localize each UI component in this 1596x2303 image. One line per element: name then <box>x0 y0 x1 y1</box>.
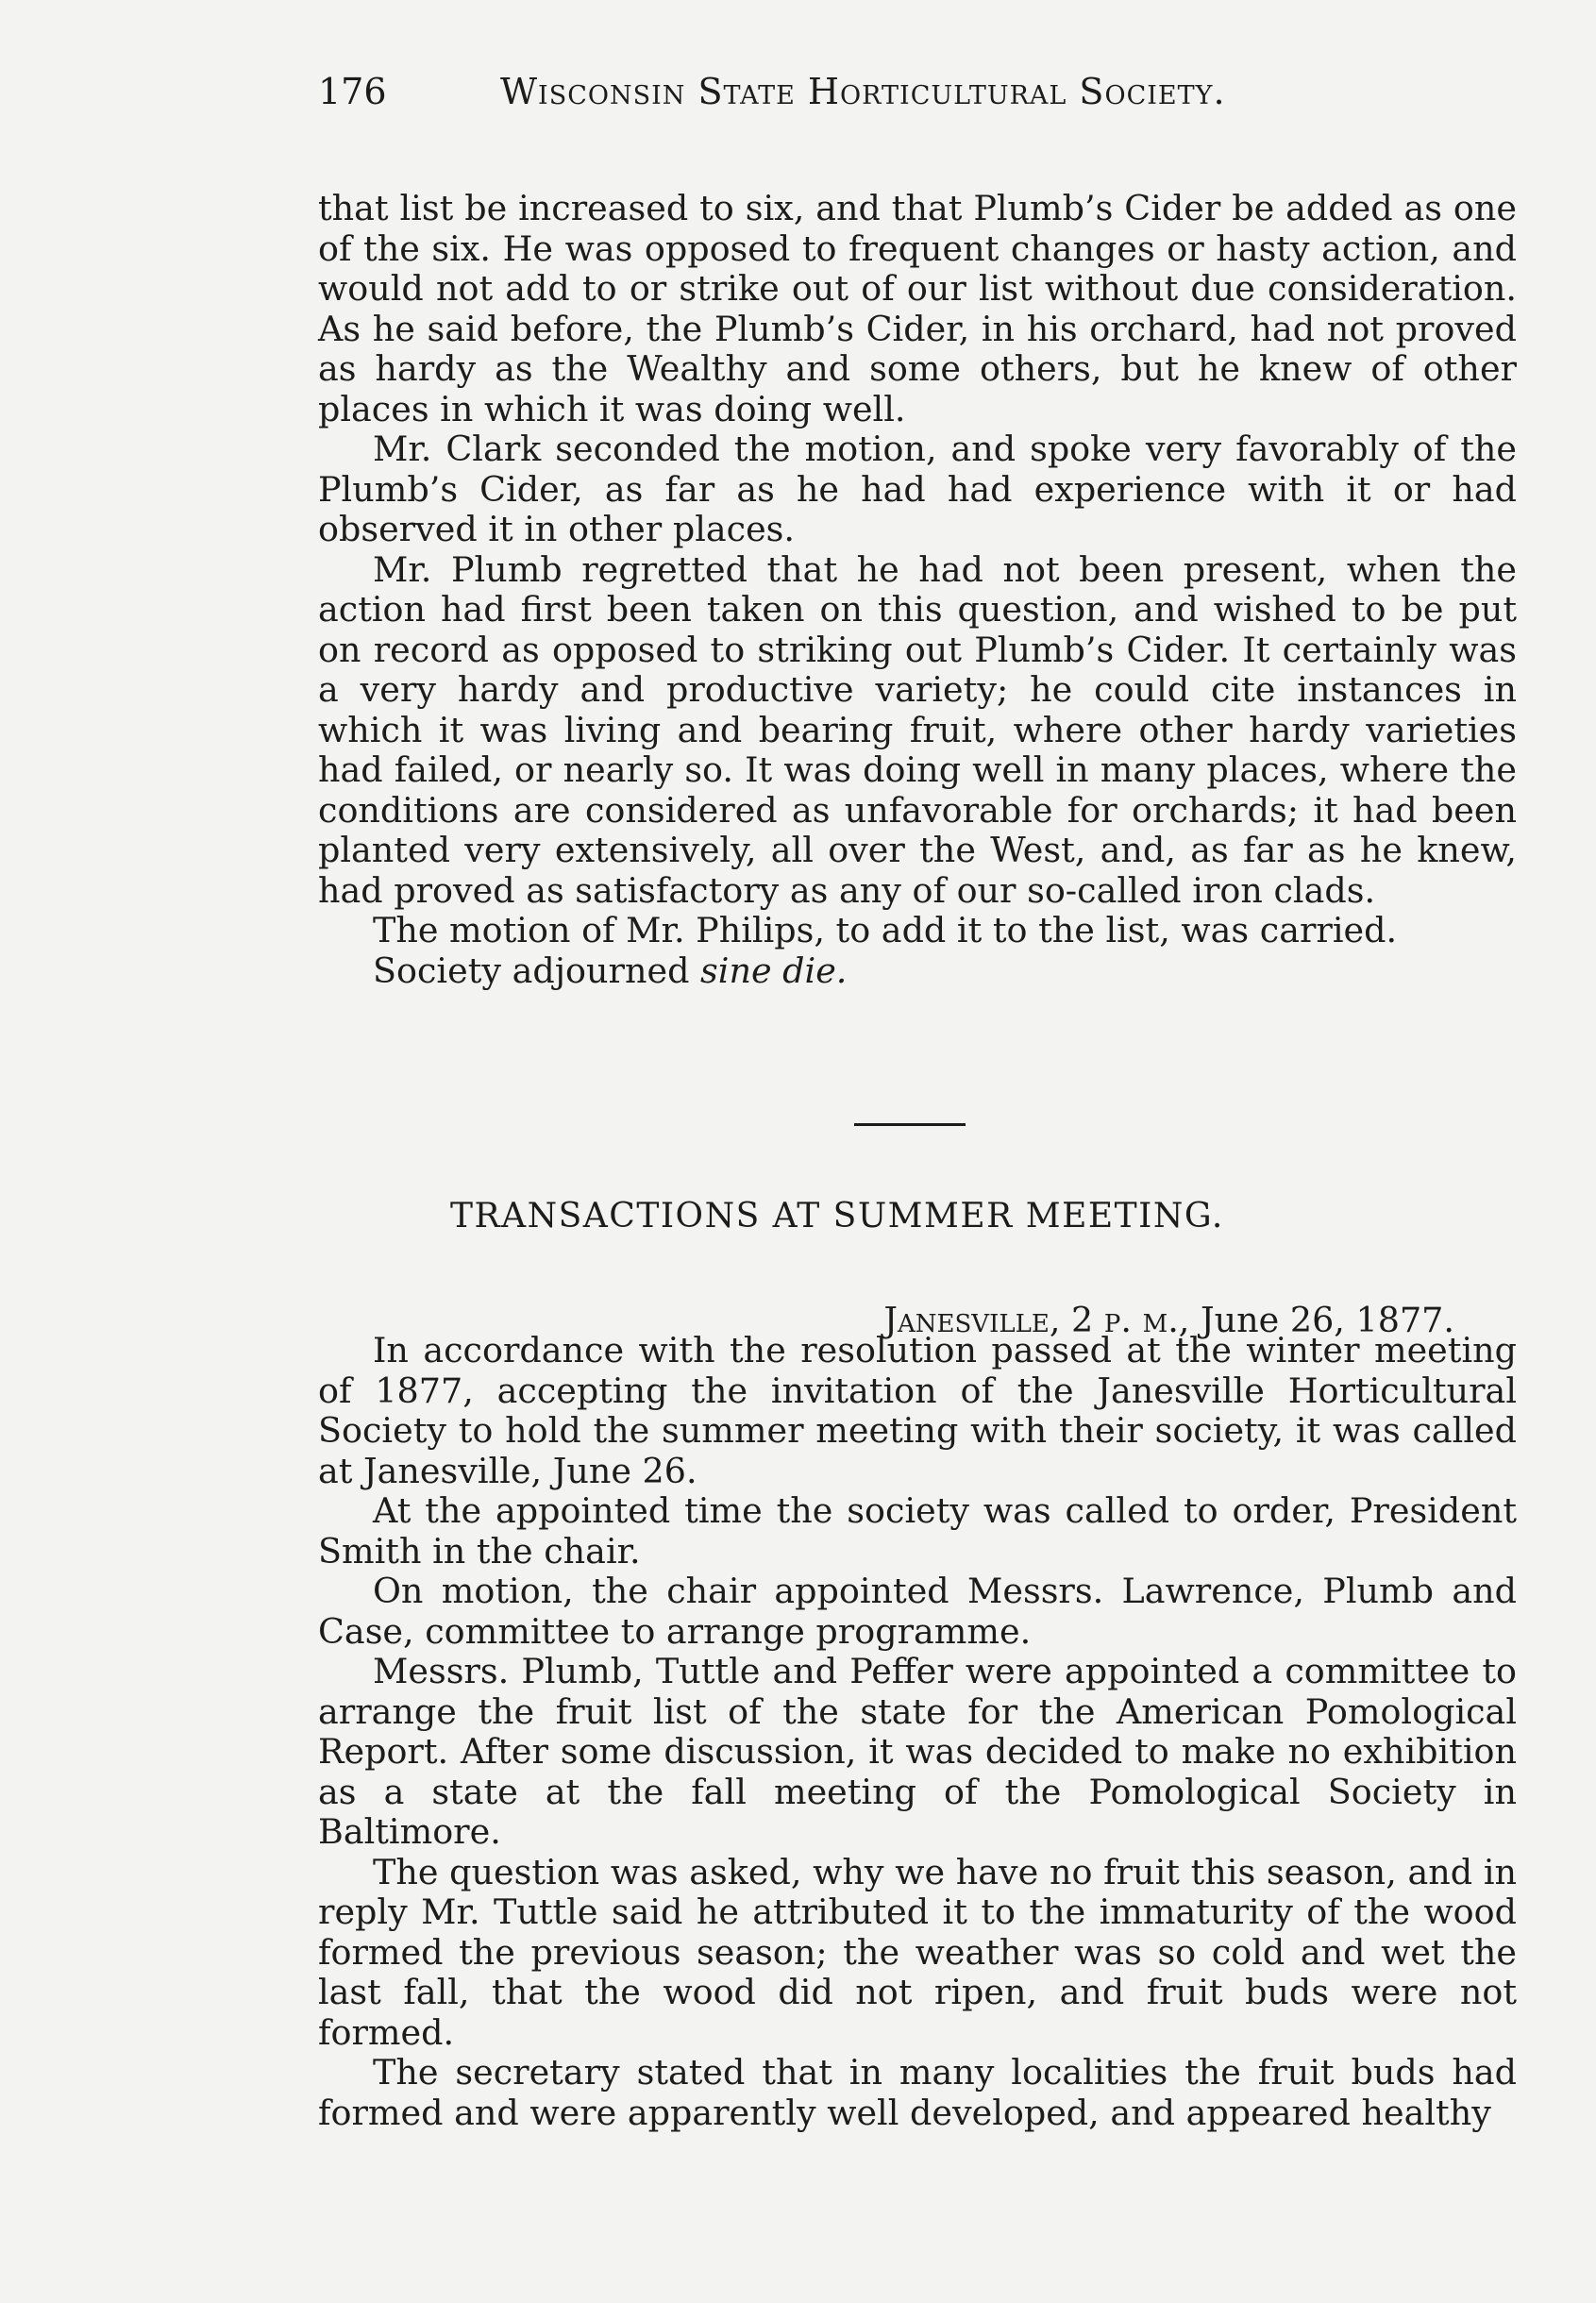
section-divider <box>854 1123 966 1126</box>
dateline-place: Janesville, 2 p. m., <box>883 1300 1190 1340</box>
paragraph: Mr. Clark seconded the motion, and spoke very favorably of the Plumb’s Cider, as far as he had had experience with it or had observed it in other places. <box>318 429 1517 549</box>
paragraph: In accordance with the resolution passed at the winter meeting of 1877, accepting the invitation of the Janesville Horticultural Society to hold the summer meeting with their society, it was called at Janesville, June 26. <box>318 1330 1517 1491</box>
paragraph: Messrs. Plumb, Tuttle and Peffer were appointed a committee to arrange the fruit list of the state for the American Pomological Report. After some discussion, it was decided to make no exhibition as a state at the fall meeting of the Pomological Society in Baltimore. <box>318 1651 1517 1852</box>
paragraph: On motion, the chair appointed Messrs. Lawrence, Plumb and Case, committee to arrange programme. <box>318 1571 1517 1652</box>
adjournment-text: Society adjourned <box>373 950 701 991</box>
dateline-date: June 26, 1877. <box>1189 1300 1454 1340</box>
adjournment-line <box>318 951 1517 992</box>
section-heading: TRANSACTIONS AT SUMMER MEETING. <box>450 1197 1224 1236</box>
adjournment-italic: sine die. <box>700 950 848 991</box>
section-continued-discussion <box>318 189 1517 991</box>
running-header <box>318 71 1366 127</box>
paragraph: that list be increased to six, and that Plumb’s Cider be added as one of the six. He was opposed to frequent changes or hasty action, and would not add to or strike out of our list without due consideration. As he said before, the Plumb’s Cider, in his orchard, had not proved as hardy as the Wealthy and some others, but he knew of other places in which it was doing well. <box>318 188 1517 429</box>
paragraph: The question was asked, why we have no fruit this season, and in reply Mr. Tuttle said he attributed it to the immaturity of the wood formed the previous season; the weather was so cold and wet the last fall, that the wood did not ripen, and fruit buds were not formed. <box>318 1851 1517 2053</box>
paragraph: At the appointed time the society was called to order, President Smith in the chair. <box>318 1490 1517 1572</box>
paragraph: The secretary stated that in many localities the fruit buds had formed and were apparently well developed, and appeared healthy <box>318 2052 1517 2133</box>
running-title: Wisconsin State Horticultural Society. <box>500 71 1226 112</box>
paragraph: Mr. Plumb regretted that he had not been present, when the action had first been taken on this question, and wished to be put on record as opposed to striking out Plumb’s Cider. It certainly was a very hardy and productive variety; he could cite instances in which it was living and bearing fruit, where other hardy varieties had failed, or nearly so. It was doing well in many places, where the conditions are considered as unfavorable for orchards; it had been planted very extensively, all over the West, and, as far as he knew, had proved as satisfactory as any of our so-called iron clads. <box>318 548 1517 911</box>
section-summer-meeting <box>318 1331 1517 2133</box>
paragraph: The motion of Mr. Philips, to add it to the list, was carried. <box>373 910 1398 950</box>
page-number: 176 <box>318 71 387 112</box>
